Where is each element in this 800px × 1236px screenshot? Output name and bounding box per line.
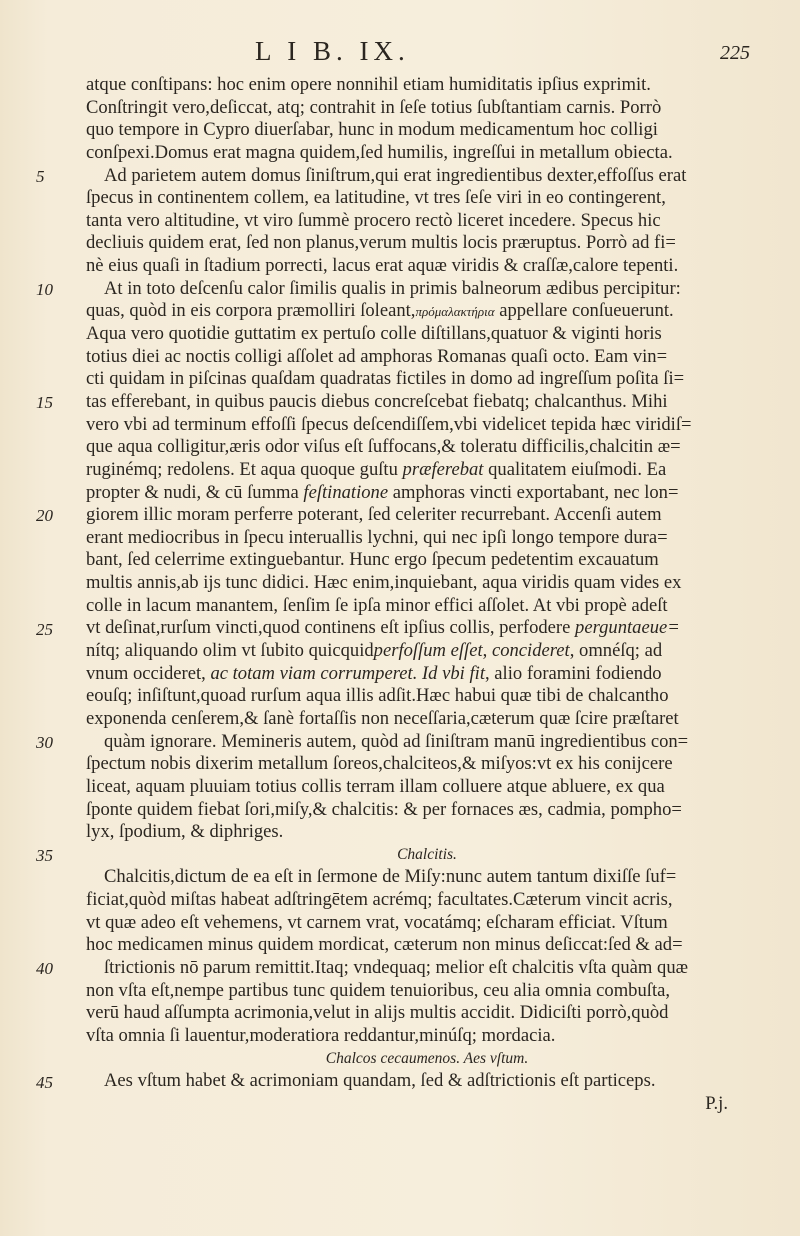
text-run: amphoras vincti exportabant, nec lon= [388,481,679,503]
text-run: vſta omnia ſi lauentur,moderatiora reddantur,minúſq; mordacia. [86,1024,556,1046]
text-line [86,187,768,210]
text-run: Chalcitis,dictum de ea eſt in ſermone de Miſy:nunc autem tantum dixiſſe ſuf= [104,866,677,888]
text-run: que aqua colligitur,æris odor viſus eſt ſuffocans,& toleratu difficilis,chalcitin æ= [86,436,681,458]
text-line [86,1025,768,1048]
text-run: non vſta eſt,nempe partibus tunc quidem tenuioribus, ceu alia omnia combuſta, [86,979,671,1001]
text-run: atque conſtipans: hoc enim opere nonnihil etiam humiditatis ipſius exprimit. [86,74,651,95]
text-line [86,1002,768,1025]
text-line [86,617,768,640]
line-number: 40 [36,959,53,979]
text-line [86,459,768,482]
text-line [86,391,768,414]
text-run: qualitatem eiuſmodi. Ea [483,458,667,480]
text-line [86,436,768,459]
text-line [86,165,768,188]
text-run: concideret [491,640,570,662]
text-run: ſponte quidem fiebat ſori,miſy,& chalcitis: & per fornaces æs, cadmia, pompho= [86,798,682,820]
text-line [86,685,768,708]
text-run: lyx, ſpodium, & diphriges. [86,821,284,843]
text-run: hoc medicamen minus quidem mordicat, cæterum non minus deſiccat:ſed & ad= [86,934,683,956]
text-run: totius diei ac noctis colligi aſſolet ad amphoras Romanas quaſi octo. Eam vin= [86,345,668,367]
section-heading [86,1048,768,1071]
text-run: feſtinatione [303,481,389,503]
text-run: verū haud aſſumpta acrimonia,velut in alijs multis accidit. Didiciſti porrò,quòd [86,1002,669,1024]
text-line [86,527,768,550]
text-line [86,368,768,391]
text-run: perfoſſum eſſet [373,640,483,662]
text-line [86,663,768,686]
text-run: Aes vſtum habet & acrimoniam quandam, ſed & adſtrictionis eſt particeps. [104,1070,656,1092]
text-run: ſpectum nobis dixerim metallum ſoreos,chalciteos,& miſyos:vt ex his conijcere [86,753,673,775]
line-number: 15 [36,393,53,413]
running-head: L I B. IX. [255,36,410,66]
text-line [86,504,768,527]
text-run: nítq; aliquando olim vt ſubito quicquid [86,640,374,662]
line-number: 30 [36,732,53,752]
text-line [86,866,768,889]
signature-mark [86,1093,768,1116]
text-run: tas efferebant, in quibus paucis diebus concreſcebat fiebatq; chalcanthus. Mihi [86,390,668,412]
text-run: erant mediocribus in ſpecu interuallis lychni, qui nec ipſi longo tempore dura= [86,526,668,548]
text-line [86,119,768,142]
body-text [86,74,768,1115]
text-line [86,232,768,255]
line-number: 10 [36,279,53,299]
text-line [86,889,768,912]
text-run: cti quidam in piſcinas quaſdam quadratas fictiles in domo ad ingreſſum poſita ſi= [86,368,685,390]
text-line [86,323,768,346]
text-line [86,97,768,120]
text-line [86,549,768,572]
text-run: appellare conſueuerunt. [494,300,674,322]
text-run: vt deſinat,rurſum vincti,quod continens eſt ipſius collis, perfodere [86,617,576,639]
text-run: ruginémq; redolens. Et aqua quoque guſtu [86,458,403,480]
text-line [86,821,768,844]
text-run: præferebat [402,458,484,480]
line-number: 5 [36,166,45,186]
text-run: , omnéſq; ad [569,640,663,662]
text-run: , [482,640,492,662]
page-number: 225 [720,42,750,64]
text-line [86,255,768,278]
page-header [0,36,800,70]
text-line [86,572,768,595]
text-run: ſpecus in continentem collem, ea latitudine, vt tres ſeſe viri in eo contingerent, [86,187,666,209]
text-line [86,1070,768,1093]
text-run: Ad parietem autem domus ſiniſtrum,qui erat ingredientibus dexter,effoſſus erat [104,164,687,186]
text-line [86,640,768,663]
line-number: 20 [36,506,53,526]
text-line [86,776,768,799]
text-run: perguntaeue= [575,617,680,639]
text-line [86,74,768,97]
text-run: quas, quòd in eis corpora præmolliri ſoleant, [86,300,416,322]
text-line [86,934,768,957]
text-run: vnum occideret, [86,662,211,684]
text-run: ac totam viam corrumperet. Id vbi fit [210,662,485,684]
text-line [86,753,768,776]
text-run: liceat, aquam pluuiam totius collis terram illam colluere atque abluere, ex qua [86,775,665,797]
text-run: eouſq; inſiſtunt,quoad rurſum aqua illis adſit.Hæc habui quæ tibi de chalcantho [86,685,669,707]
text-run: Conſtringit vero,deſiccat, atq; contrahit in ſeſe totius ſubſtantiam carnis. Porrò [86,96,662,118]
text-line [86,595,768,618]
text-run: Chalcitis. [397,845,457,863]
text-run: conſpexi.Domus erat magna quidem,ſed humilis, ingreſſui in metallum obiecta. [86,141,673,163]
text-run: quo tempore in Cypro diuerſabar, hunc in modum medicamentum hoc colligi [86,119,658,141]
text-line [86,731,768,754]
text-run: tanta vero altitudine, vt viro ſummè procero rectò liceret incedere. Specus hic [86,209,661,231]
text-run: vero vbi ad terminum effoſſi ſpecus deſcendiſſem,vbi videlicet tepida hæc viridiſ= [86,413,692,435]
line-number: 35 [36,846,53,866]
text-line [86,278,768,301]
text-line [86,799,768,822]
text-run: , alio foramini fodiendo [485,662,662,684]
text-line [86,912,768,935]
text-run: Aqua vero quotidie guttatim ex pertuſo colle diſtillans,quatuor & viginti horis [86,323,662,345]
text-line [86,414,768,437]
text-run: πρόμαλακτήρια [415,304,495,320]
text-line [86,957,768,980]
text-run: At in toto deſcenſu calor ſimilis qualis in primis balneorum ædibus percipitur: [104,277,681,299]
text-line [86,210,768,233]
text-run: nè eius quaſi in ſtadium porrecti, lacus erat aquæ viridis & craſſæ,calore tepenti. [86,255,679,277]
text-run: giorem illic moram perferre poterant, ſed celeriter recurrebant. Accenſi autem [86,504,662,526]
text-run: colle in lacum manantem, ſenſim ſe ipſa minor effici aſſolet. At vbi propè adeſt [86,594,668,616]
line-number: 45 [36,1072,53,1092]
text-run: exponenda cenſerem,& ſanè fortaſſis non neceſſaria,cæterum quæ ſcire præſtaret [86,707,679,729]
text-run: multis annis,ab ijs tunc didici. Hæc enim,inquiebant, aqua viridis quam vides ex [86,572,682,594]
text-run: ſtrictionis nō parum remittit.Itaq; vndequaq; melior eſt chalcitis vſta quàm quæ [104,956,689,978]
text-run: vt quæ adeo eſt vehemens, vt carnem vrat, vocatámq; eſcharam efficiat. Vſtum [86,911,668,933]
text-line [86,300,768,323]
text-run: quàm ignorare. Memineris autem, quòd ad ſiniſtram manū ingredientibus con= [104,730,689,752]
text-run: P.j. [705,1092,728,1114]
text-run: Chalcos cecaumenos. Aes vſtum. [325,1049,529,1067]
text-run: bant, ſed celerrime extinguebantur. Hunc ergo ſpecum pedetentim excauatum [86,549,659,571]
text-run: decliuis quidem erat, ſed non planus,verum multis locis præruptus. Porrò ad fi= [86,232,676,254]
section-heading [86,844,768,867]
line-number: 25 [36,619,53,639]
text-line [86,980,768,1003]
text-run: ficiat,quòd miſtas habeat adſtringētem acrémq; facultates.Cæterum vincit acris, [86,889,673,911]
text-line [86,142,768,165]
text-line [86,708,768,731]
text-run: propter & nudi, & cū ſumma [86,481,304,503]
text-line [86,482,768,505]
text-line [86,346,768,369]
